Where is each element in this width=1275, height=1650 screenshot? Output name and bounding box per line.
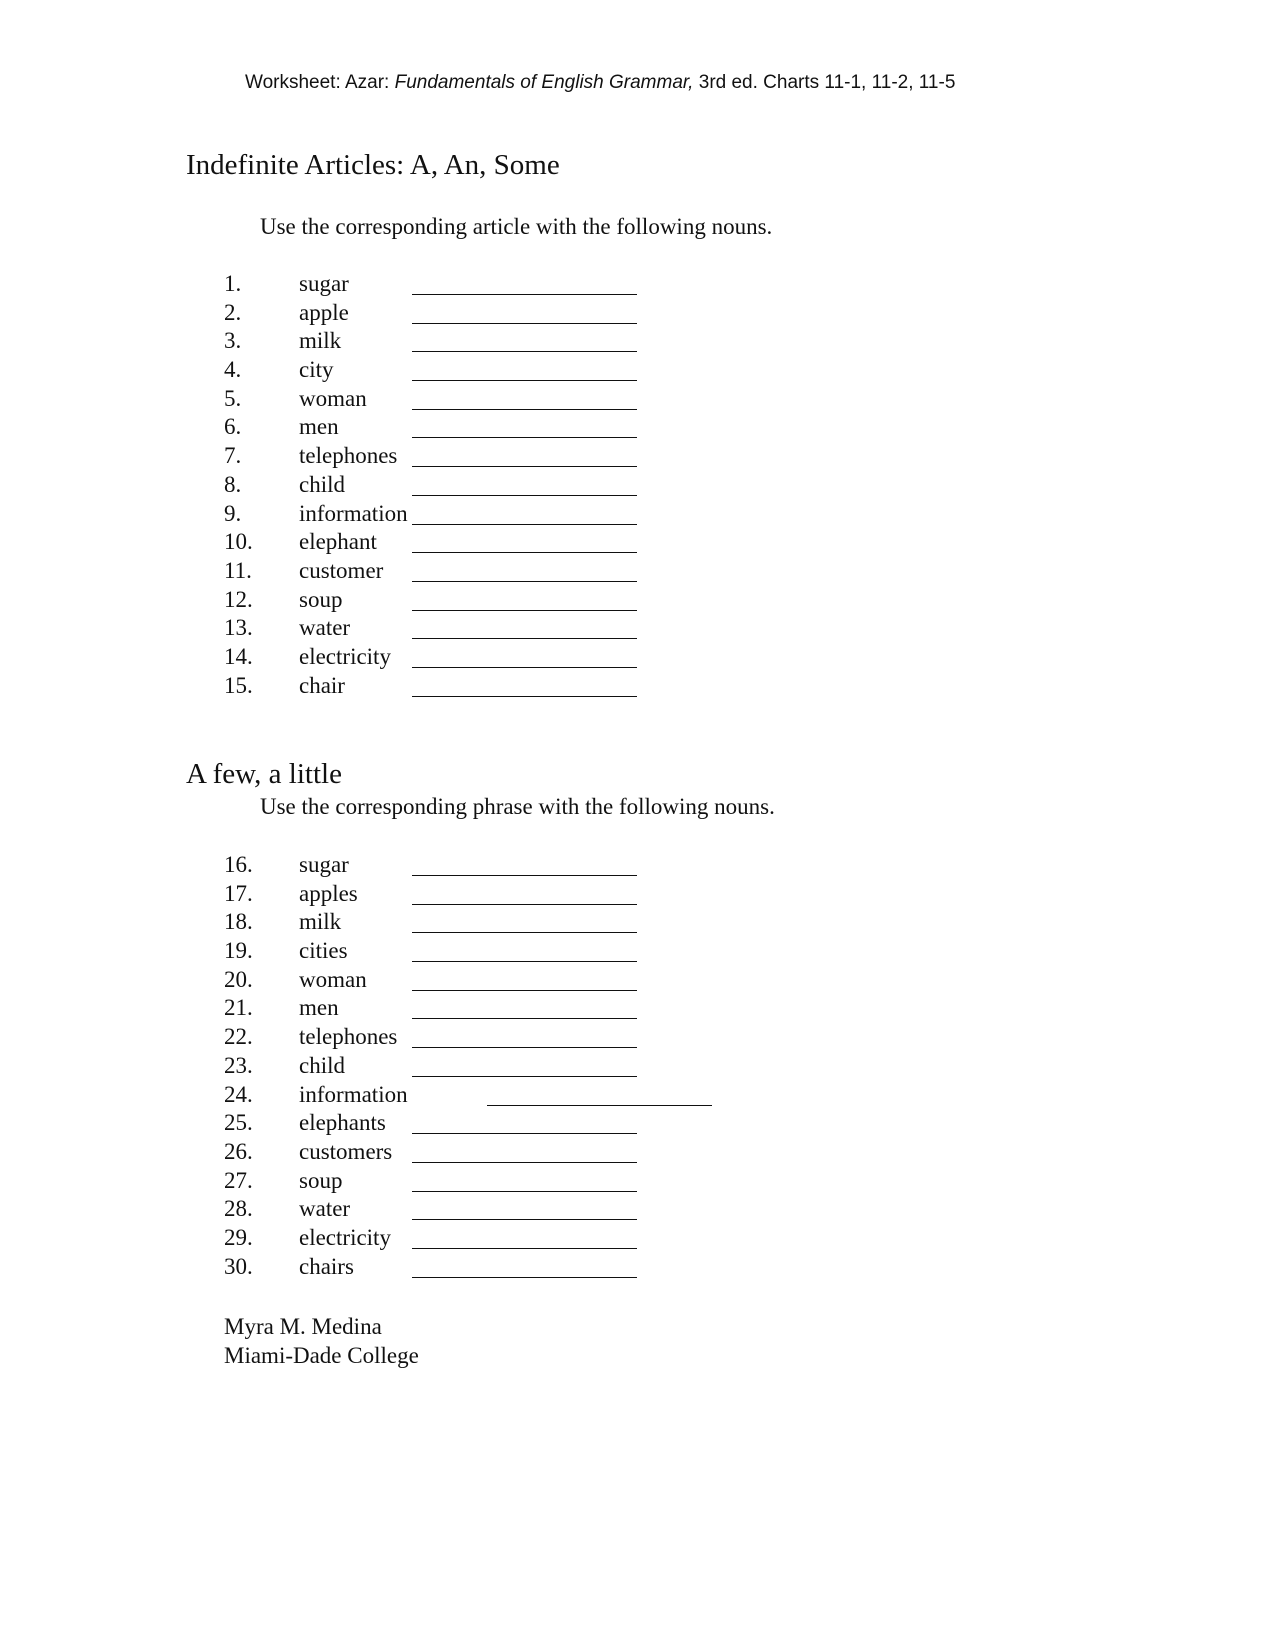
list-item [0, 1024, 1275, 1053]
author-name: Myra M. Medina [224, 1314, 382, 1339]
answer-blank[interactable] [412, 581, 637, 582]
item-number: 30. [224, 1253, 253, 1279]
item-number: 12. [224, 586, 253, 612]
item-noun: chair [299, 672, 345, 698]
item-noun: information [299, 500, 408, 526]
item-number: 9. [224, 500, 242, 526]
item-number: 28. [224, 1196, 253, 1222]
answer-blank[interactable] [412, 323, 637, 324]
item-number: 5. [224, 385, 242, 411]
item-number: 6. [224, 414, 242, 440]
item-number: 26. [224, 1138, 253, 1164]
section1-title: Indefinite Articles: A, An, Some [186, 149, 560, 181]
item-number: 23. [224, 1052, 253, 1078]
list-item [0, 1139, 1275, 1168]
answer-blank[interactable] [412, 524, 637, 525]
list-item [0, 909, 1275, 938]
list-item [0, 529, 1275, 558]
item-noun: milk [299, 328, 342, 354]
list-item [0, 1082, 1275, 1111]
item-number: 27. [224, 1167, 253, 1193]
list-item [0, 615, 1275, 644]
answer-blank[interactable] [412, 961, 637, 962]
answer-blank[interactable] [412, 409, 637, 410]
item-number: 22. [224, 1024, 253, 1050]
list-item [0, 1196, 1275, 1225]
list-item [0, 501, 1275, 530]
list-item [0, 357, 1275, 386]
answer-blank[interactable] [412, 1047, 637, 1048]
item-number: 10. [224, 529, 253, 555]
list-item [0, 414, 1275, 443]
answer-blank[interactable] [412, 1162, 637, 1163]
list-item [0, 386, 1275, 415]
answer-blank[interactable] [412, 610, 637, 611]
answer-blank[interactable] [412, 466, 637, 467]
item-number: 24. [224, 1081, 253, 1107]
list-item [0, 644, 1275, 673]
item-noun: apples [299, 880, 358, 906]
item-number: 2. [224, 299, 242, 325]
answer-blank[interactable] [412, 552, 637, 553]
item-noun: sugar [299, 852, 349, 877]
item-noun: electricity [299, 643, 391, 669]
list-item [0, 587, 1275, 616]
section2-item-list [0, 852, 1275, 1282]
item-number: 4. [224, 357, 242, 383]
list-item [0, 300, 1275, 329]
section1-instructions: Use the corresponding article with the following nouns. [260, 214, 773, 239]
list-item [0, 558, 1275, 587]
list-item [0, 852, 1275, 881]
answer-blank[interactable] [412, 667, 637, 668]
answer-blank[interactable] [412, 1018, 637, 1019]
item-noun: woman [299, 966, 367, 992]
item-noun: electricity [299, 1224, 391, 1250]
list-item [0, 271, 1275, 300]
answer-blank[interactable] [412, 638, 637, 639]
list-item [0, 995, 1275, 1024]
list-item [0, 1225, 1275, 1254]
answer-blank[interactable] [412, 1076, 637, 1077]
answer-blank[interactable] [412, 1248, 637, 1249]
answer-blank[interactable] [412, 495, 637, 496]
section1-item-list [0, 271, 1275, 701]
item-number: 25. [224, 1110, 253, 1136]
header-suffix: 3rd ed. Charts 11-1, 11-2, 11-5 [693, 72, 956, 93]
answer-blank[interactable] [487, 1105, 712, 1106]
list-item [0, 938, 1275, 967]
item-number: 13. [224, 615, 253, 641]
answer-blank[interactable] [412, 294, 637, 295]
answer-blank[interactable] [412, 1277, 637, 1278]
header-prefix: Worksheet: Azar: [245, 72, 395, 93]
item-number: 14. [224, 643, 253, 669]
item-number: 21. [224, 995, 253, 1021]
list-item [0, 1254, 1275, 1283]
item-number: 11. [224, 557, 252, 583]
answer-blank[interactable] [412, 380, 637, 381]
item-noun: woman [299, 385, 367, 411]
item-noun: child [299, 1052, 345, 1078]
item-noun: water [299, 1196, 351, 1222]
book-title: Fundamentals of English Grammar, [394, 72, 694, 93]
item-noun: soup [299, 1167, 343, 1193]
answer-blank[interactable] [412, 875, 637, 876]
answer-blank[interactable] [412, 696, 637, 697]
item-number: 16. [224, 852, 253, 877]
section2-instructions: Use the corresponding phrase with the following nouns. [260, 794, 775, 819]
item-noun: telephones [299, 1024, 398, 1050]
item-noun: telephones [299, 443, 398, 469]
item-noun: men [299, 995, 339, 1021]
list-item [0, 967, 1275, 996]
item-number: 1. [224, 271, 242, 296]
item-number: 17. [224, 880, 253, 906]
answer-blank[interactable] [412, 1219, 637, 1220]
list-item [0, 443, 1275, 472]
item-number: 15. [224, 672, 253, 698]
answer-blank[interactable] [412, 990, 637, 991]
answer-blank[interactable] [412, 904, 637, 905]
author-institution: Miami-Dade College [224, 1343, 419, 1368]
item-number: 18. [224, 909, 253, 935]
list-item [0, 881, 1275, 910]
item-noun: child [299, 471, 345, 497]
item-noun: customer [299, 557, 384, 583]
item-number: 7. [224, 443, 242, 469]
item-noun: customers [299, 1138, 393, 1164]
signature-block [224, 1312, 419, 1370]
item-noun: soup [299, 586, 343, 612]
item-noun: cities [299, 938, 348, 964]
list-item [0, 673, 1275, 702]
item-number: 29. [224, 1224, 253, 1250]
item-number: 20. [224, 966, 253, 992]
answer-blank[interactable] [412, 437, 637, 438]
item-noun: elephant [299, 529, 377, 555]
item-number: 19. [224, 938, 253, 964]
item-noun: apple [299, 299, 349, 325]
worksheet-header [245, 72, 955, 94]
section2-title: A few, a little [186, 758, 342, 790]
item-noun: city [299, 357, 334, 383]
item-noun: milk [299, 909, 342, 935]
item-noun: information [299, 1081, 408, 1107]
answer-blank[interactable] [412, 351, 637, 352]
list-item [0, 328, 1275, 357]
item-noun: men [299, 414, 339, 440]
item-noun: sugar [299, 271, 349, 296]
item-noun: chairs [299, 1253, 354, 1279]
item-number: 8. [224, 471, 242, 497]
answer-blank[interactable] [412, 1191, 637, 1192]
list-item [0, 472, 1275, 501]
list-item [0, 1168, 1275, 1197]
item-noun: elephants [299, 1110, 386, 1136]
answer-blank[interactable] [412, 1133, 637, 1134]
item-number: 3. [224, 328, 242, 354]
answer-blank[interactable] [412, 932, 637, 933]
item-noun: water [299, 615, 351, 641]
list-item [0, 1110, 1275, 1139]
list-item [0, 1053, 1275, 1082]
